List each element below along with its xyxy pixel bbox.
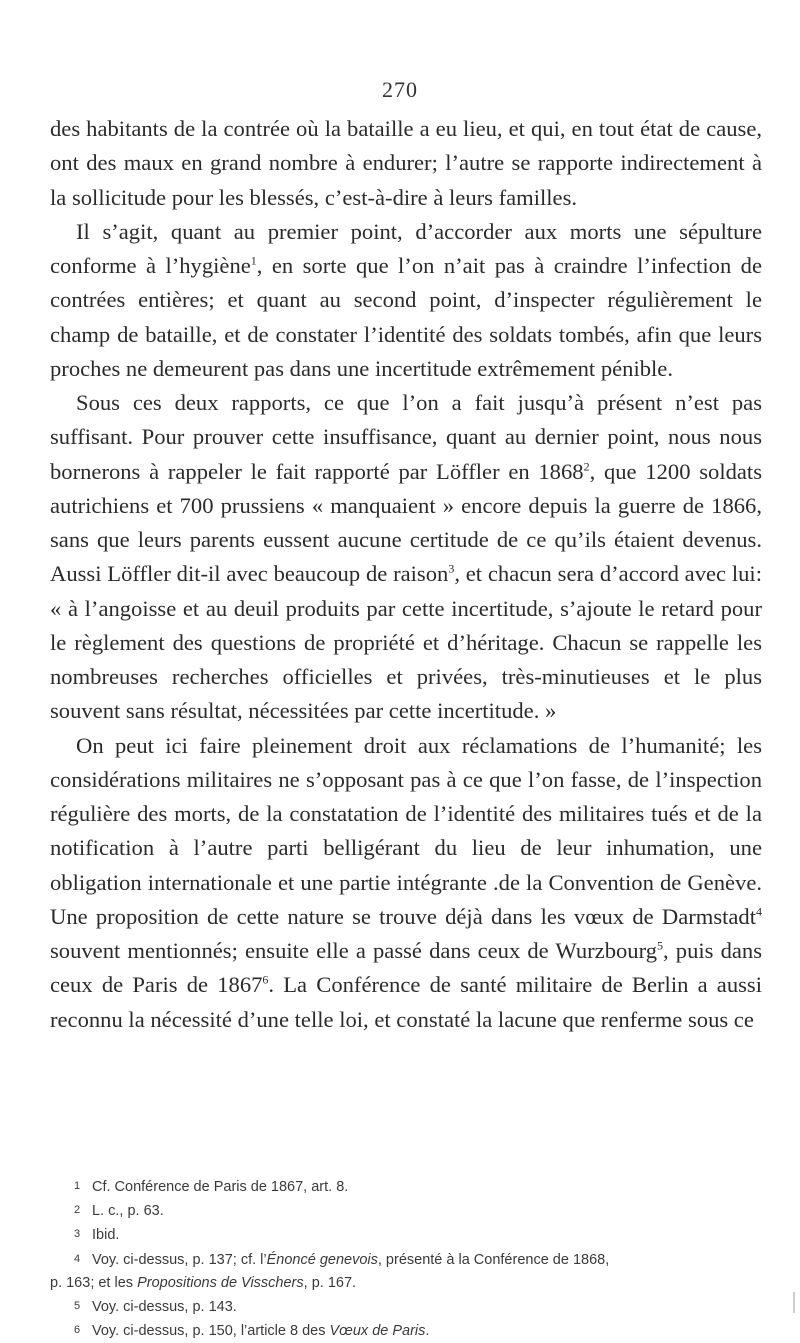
footnote-reference: 4	[756, 904, 762, 919]
text-run: , puis dans ceux de Paris de 1867	[50, 938, 762, 998]
body-text	[50, 112, 762, 1037]
text-run: , que 1200 soldats autrichiens et 700 prussiens « manquaient » encore depuis la guerre de 1866, sans que leurs parents eussent aucune certitude de ce qu’ils étaient devenus. Aussi Löffler dit-il avec beaucoup de raison	[50, 458, 762, 587]
footnote-number: 2	[74, 1204, 81, 1217]
text-run: Sous ces deux rapports, ce que l’on a fait jusqu’à présent n’est pas suffisant. Pour prouver cette insuffisance, quant au dernier point, nous nous bornerons à rappeler le fait rapporté par Löffler en 1868	[50, 390, 762, 484]
footnote	[50, 1295, 762, 1319]
text-run: On peut ici faire pleinement droit aux réclamations de l’humanité; les considérations militaires ne s’opposant pas à ce que l’on fasse, de l’inspection régulière des morts, de la constatation de l’identité des militaires tués et de la notification à l’autre parti belligérant du lieu de leur inhumation, une obligation internationale et une partie intégrante .de la Convention de Genève. Une proposition de cette nature se trouve déjà dans les vœux de Darmstadt	[50, 732, 762, 929]
text-run: . La Conférence de santé militaire de Berlin a aussi reconnu la nécessité d’une telle loi, et constaté la lacune que renferme sous ce	[50, 972, 762, 1032]
paragraph	[50, 386, 762, 729]
text-run: Voy. ci-dessus, p. 137; cf. l’	[92, 1251, 267, 1268]
footnote	[50, 1223, 762, 1247]
footnote	[50, 1199, 762, 1223]
footnote-reference: 2	[583, 458, 590, 473]
page-number: 270	[382, 77, 418, 102]
text-run: Voy. ci-dessus, p. 150, l’article 8 des	[92, 1323, 330, 1340]
footnote	[50, 1248, 762, 1272]
footnote-reference: 5	[657, 938, 664, 953]
text-run: , en sorte que l’on n’ait pas à craindre l’infection de contrées entières; et quant au second point, d’inspecter régulièrement le champ de bataille, et de constater l’identité des soldats tombés, afin que leurs proches ne demeurent pas dans une incertitude extrêmement pénible.	[50, 253, 762, 381]
text-run: des habitants de la contrée où la bataille a eu lieu, et qui, en tout état de cause, ont des maux en grand nombre à endurer; l’autre se rapporte indirectement à la sollicitude pour les blessés, c’est-à-dire à leurs familles.	[50, 116, 762, 210]
text-run: , p. 167.	[303, 1274, 357, 1291]
italic-title: Énoncé genevois	[266, 1251, 378, 1268]
footnote-number: 4	[74, 1252, 81, 1265]
text-run: .	[425, 1323, 430, 1340]
text-run: p. 163; et les	[50, 1274, 138, 1291]
text-run: L. c., p. 63.	[92, 1203, 164, 1220]
footnotes	[50, 1175, 762, 1343]
scan-edge-mark	[793, 1292, 795, 1313]
italic-title: Propositions de Visschers	[137, 1274, 304, 1291]
paragraph	[50, 215, 762, 386]
footnote-reference: 3	[448, 561, 455, 576]
text-run: , présenté à la Conférence de 1868,	[377, 1251, 610, 1268]
text-run: Ibid.	[92, 1227, 120, 1244]
footnote-number: 3	[74, 1228, 81, 1241]
footnote-number: 5	[74, 1300, 81, 1313]
text-run: Il s’agit, quant au premier point, d’accorder aux morts une sépulture conforme à l’hygiène	[50, 218, 762, 278]
text-run: Cf. Conférence de Paris de 1867, art. 8.	[92, 1179, 349, 1195]
paragraph	[50, 112, 762, 215]
footnote-reference: 6	[262, 972, 269, 987]
italic-title: Vœux de Paris	[329, 1323, 426, 1340]
footnote-reference: 1	[250, 253, 257, 268]
paragraph	[50, 729, 762, 1037]
footnote	[50, 1272, 762, 1295]
text-run: souvent mentionnés; ensuite elle a passé dans ceux de Wurzbourg	[50, 938, 658, 963]
footnote	[50, 1175, 762, 1199]
footnote	[50, 1319, 762, 1343]
footnote-number: 6	[74, 1324, 81, 1337]
text-run: Voy. ci-dessus, p. 143.	[92, 1299, 237, 1316]
text-run: , et chacun sera d’accord avec lui: « à l’angoisse et au deuil produits par cette incertitude, s’ajoute le retard pour le règlement des questions de propriété et d’héritage. Chacun se rappelle les nombreuses recherches officielles et privées, très-minutieuses et le plus souvent sans résultat, nécessitées par cette incertitude. »	[50, 561, 762, 724]
footnote-number: 1	[74, 1180, 81, 1192]
